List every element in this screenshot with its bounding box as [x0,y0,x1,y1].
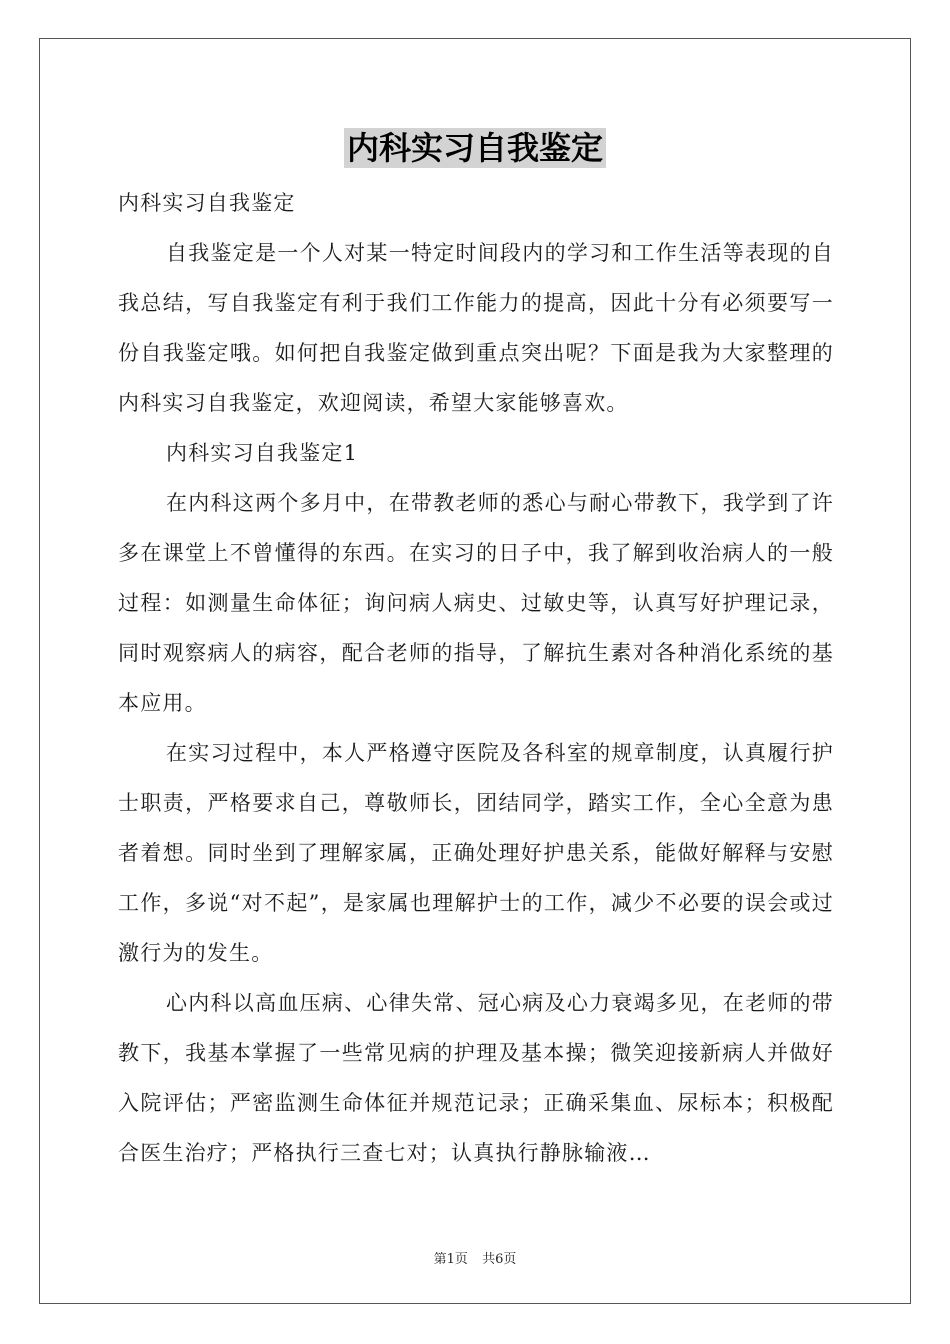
paragraph-3: 心内科以高血压病、心律失常、冠心病及心力衰竭多见，在老师的带教下，我基本掌握了一些常见病的护理及基本操；微笑迎接新病人并做好入院评估；严密监测生命体征并规范记录；正确采集血、尿标本；积极配合医生治疗；严格执行三查七对；认真执行静脉输液… [118,991,834,1165]
document-title: 内科实习自我鉴定 [344,128,606,168]
paragraph-1: 在内科这两个多月中，在带教老师的悉心与耐心带教下，我学到了许多在课堂上不曾懂得的东西。在实习的日子中，我了解到收治病人的一般过程：如测量生命体征；询问病人病史、过敏史等，认真写好护理记录，同时观察病人的病容，配合老师的指导，了解抗生素对各种消化系统的基本应用。 [118,491,834,715]
section-heading-1: 内科实习自我鉴定1 [166,441,359,465]
page-footer [0,1248,950,1267]
document-subtitle: 内科实习自我鉴定 [118,191,296,215]
page-count: 共6页 [482,1252,517,1267]
paragraph-2: 在实习过程中，本人严格遵守医院及各科室的规章制度，认真履行护士职责，严格要求自己，尊敬师长，团结同学，踏实工作，全心全意为患者着想。同时坐到了理解家属，正确处理好护患关系，能做好解释与安慰工作，多说“对不起”，是家属也理解护士的工作，减少不必要的误会或过激行为的发生。 [118,741,834,965]
title-container [0,128,950,168]
document-body [118,178,834,1178]
paragraph-intro: 自我鉴定是一个人对某一特定时间段内的学习和工作生活等表现的自我总结，写自我鉴定有利于我们工作能力的提高，因此十分有必须要写一份自我鉴定哦。如何把自我鉴定做到重点突出呢？下面是我为大家整理的内科实习自我鉴定，欢迎阅读，希望大家能够喜欢。 [118,241,834,415]
page-number: 第1页 [433,1252,468,1267]
